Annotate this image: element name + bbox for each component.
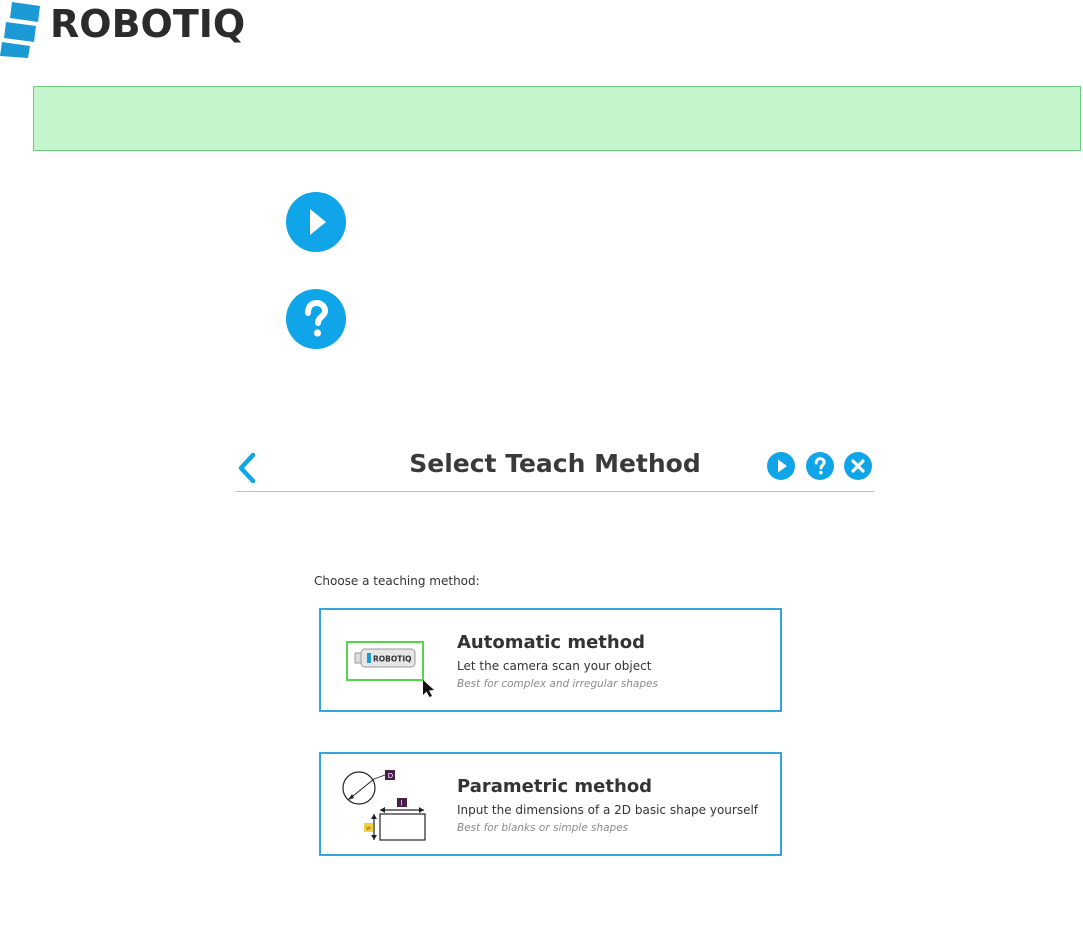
robotiq-logo-mark — [0, 0, 46, 60]
help-button[interactable] — [806, 452, 834, 480]
play-icon — [286, 192, 346, 252]
diameter-label: D — [387, 772, 394, 780]
page-header — [236, 447, 874, 492]
page-title: Select Teach Method — [409, 449, 701, 478]
automatic-method-title: Automatic method — [457, 632, 645, 653]
teaching-method-prompt: Choose a teaching method: — [314, 574, 480, 588]
usb-logo-label: ROBOTIQ — [373, 654, 412, 664]
parametric-method-note: Best for blanks or simple shapes — [457, 822, 629, 834]
automatic-method-button[interactable] — [319, 608, 782, 712]
info-banner — [33, 86, 1081, 151]
length-label: l — [400, 799, 403, 808]
parametric-method-title: Parametric method — [457, 776, 653, 797]
close-icon — [844, 452, 872, 480]
dimensions-illustration — [339, 768, 439, 842]
automatic-method-description: Let the camera scan your object — [457, 659, 652, 673]
width-label: w — [366, 825, 371, 832]
help-icon — [806, 452, 834, 480]
close-button[interactable] — [844, 452, 872, 480]
parametric-method-button[interactable] — [319, 752, 782, 856]
play-icon — [767, 452, 795, 480]
logo-text: ROBOTIQ — [50, 2, 246, 46]
parametric-method-description: Input the dimensions of a 2D basic shape yourself — [457, 803, 759, 817]
camera-scan-illustration — [339, 624, 439, 698]
robotiq-logo — [0, 0, 250, 62]
help-icon — [286, 289, 346, 349]
play-button[interactable] — [767, 452, 795, 480]
automatic-method-note: Best for complex and irregular shapes — [457, 678, 658, 690]
